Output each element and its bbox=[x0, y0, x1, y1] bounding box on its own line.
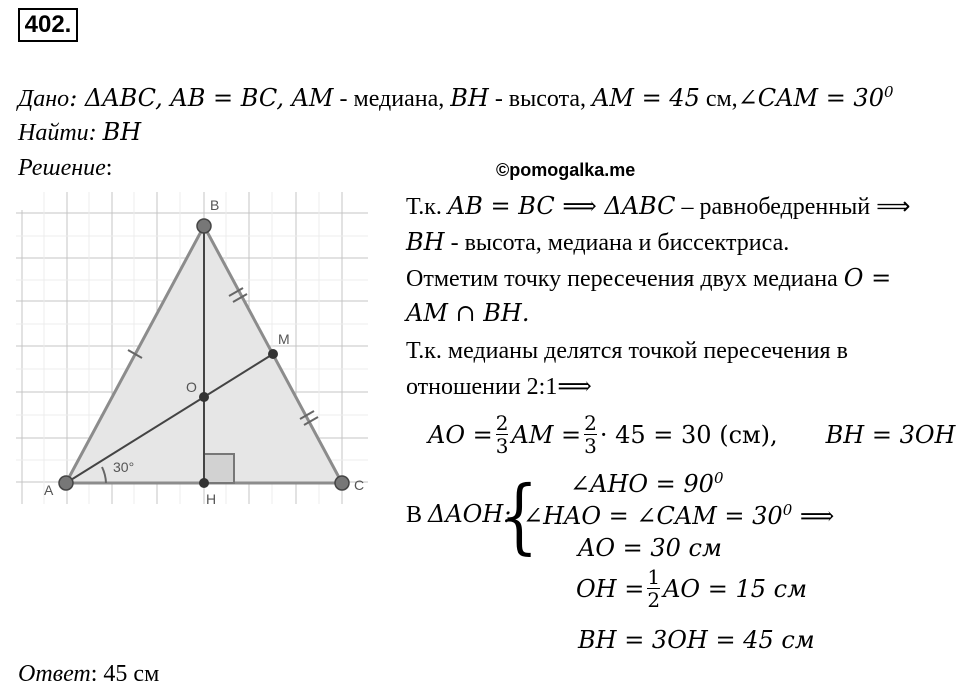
point-m bbox=[268, 349, 278, 359]
given-label: Дано bbox=[18, 86, 70, 112]
triangle-figure bbox=[16, 186, 376, 516]
system-brace: { bbox=[500, 469, 539, 564]
system-row-1: ∠AHO = $90^0$ bbox=[570, 469, 724, 498]
label-o: O bbox=[186, 379, 197, 395]
label-m: M bbox=[278, 331, 290, 347]
solution-line-4: AM ∩ BH. bbox=[406, 299, 530, 327]
label-c: C bbox=[354, 477, 365, 493]
given-line: Дано: ΔABC, AB = BC, AM - медиана, BH - высота, AM = 45 см,∠CAM = $30^0$ bbox=[18, 83, 894, 112]
fraction-2-3: $\frac{2}{3}$ bbox=[495, 411, 509, 458]
fraction-2-3-b: $\frac{2}{3}$ bbox=[584, 411, 597, 458]
system-row-3: AO = 30 см bbox=[578, 534, 722, 562]
point-o bbox=[199, 392, 209, 402]
equation-bh: BH = 3OH = 45 см bbox=[578, 626, 815, 654]
watermark: ©pomogalka.me bbox=[496, 160, 636, 180]
angle-label: 30° bbox=[113, 459, 135, 475]
right-angle-mark bbox=[204, 454, 234, 483]
fraction-1-2: $\frac{1}{2}$ bbox=[647, 565, 661, 612]
label-b: B bbox=[210, 197, 220, 213]
point-h bbox=[199, 478, 209, 488]
label-a: A bbox=[44, 482, 54, 498]
find-label: Найти: bbox=[18, 120, 97, 146]
point-a bbox=[59, 476, 73, 490]
answer-line bbox=[18, 660, 159, 688]
point-c bbox=[335, 476, 349, 490]
equation-oh: OH = $\frac{1}{2}$ AO = 15 см bbox=[576, 565, 807, 612]
find-line: Найти: BH bbox=[18, 118, 142, 146]
problem-number: 402. bbox=[18, 8, 78, 42]
solution-line-1: Т.к. AB = BC ⟹ ΔABC – равнобедренный ⟹ bbox=[406, 192, 911, 220]
answer-label: Ответ bbox=[18, 661, 91, 687]
point-b bbox=[197, 219, 211, 233]
solution-line-3: Отметим точку пересечения двух медиана O = bbox=[406, 264, 892, 292]
solution-label: Решение: bbox=[18, 155, 113, 181]
answer-value: : 45 см bbox=[90, 661, 160, 687]
equation-ao: AO = $\frac{2}{3}$ AM = $\frac{2}{3}$ · 45 = 30 (см), BH = 3OH bbox=[428, 411, 956, 458]
system-prefix: В ΔAOH: bbox=[406, 500, 512, 528]
label-h: H bbox=[206, 491, 217, 507]
solution-line-5: Т.к. медианы делятся точкой пересечения в bbox=[406, 338, 848, 364]
solution-line-2: BH - высота, медиана и биссектриса. bbox=[406, 228, 790, 256]
system-row-2: ∠HAO = ∠CAM = $30^0$ ⟹ bbox=[523, 501, 835, 530]
solution-line-6: отношении 2:1⟹ bbox=[406, 372, 592, 400]
